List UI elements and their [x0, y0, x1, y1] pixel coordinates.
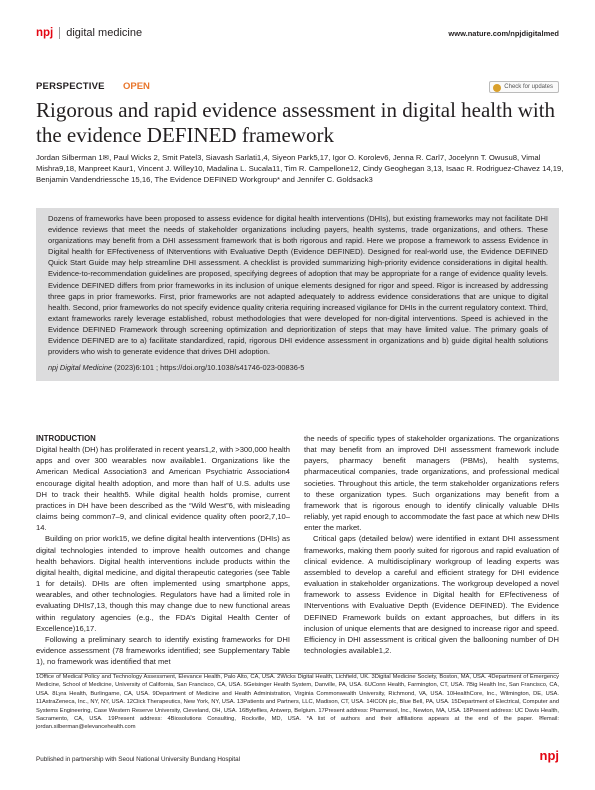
header-divider [59, 27, 60, 39]
citation-doi[interactable]: (2023)6:101 ; https://doi.org/10.1038/s41746-023-00836-5 [112, 363, 305, 372]
paragraph: Digital health (DH) has proliferated in recent years1,2, with >300,000 health apps and over 300 wearables now available1. Organizations like the American Medical Association3 and American Psychiatric Association4 encourage digital health adoption, and more than half of U.S. adults use DH to track their health5. While digital health holds promise, current practices in DH have been described as the “Wild West”6, with misleading claims being common7–9, and clinical evidence quality often poor2,7,10–14. [36, 445, 290, 533]
open-access-badge: OPEN [123, 81, 150, 92]
npj-footer-logo: npj [539, 748, 559, 763]
journal-header [36, 27, 142, 39]
right-column [304, 433, 559, 656]
check-updates-button[interactable] [489, 81, 559, 93]
affiliations-footnote: 1Office of Medical Policy and Technology Assessment, Elevance Health, Palo Alto, CA, USA. 2Wicks Digital Health, Lichfield, UK. 3Digital Medicine Society, Boston, MA, USA. 4Department of Emergency Medicine, School of Medicine, University of California, San Francisco, CA, USA. 5Geisinger Health System, Danville, PA, USA. 6UConn Health, Farmington, CT, USA. 7Big Health Inc, San Francisco, CA, USA. 8Lyra Health, Burlingame, CA, USA. 9Department of Medicine and Health Administration, Virginia Commonwealth University, Richmond, VA, USA. 10HealthCore, Inc., Wilmington, DE, USA. 11AstraZeneca, Inc., NY, NY, USA. 12Click Therapeutics, New York, NY, USA. 13Patients and Partners, LLC, Madison, CT, USA. 14ICON plc, Blue Bell, PA, USA. 15Department of Electrical, Computer and Systems Engineering, Case Western Reserve University, Cleveland, OH, USA. 16Byteflies, Antwerp, Belgium. 17Present address: Pharmesol, Inc., Newton, MA, USA. 18Present address: UC Davis Health, Sacramento, CA, USA. 19Present address: 4Biosolutions Consulting, Rockville, MD, USA. *A list of authors and their affiliations appears at the end of the paper. ✉email: jordan.silberman@elevancehealth.com [36, 674, 559, 731]
publisher-note: Published in partnership with Seoul National University Bundang Hospital [36, 756, 241, 763]
section-heading-introduction: INTRODUCTION [36, 434, 96, 443]
article-type: PERSPECTIVE [36, 81, 105, 92]
paragraph: Building on prior work15, we define digital health interventions (DHIs) as digital technologies intended to improve health outcomes and change health behaviors. Digital health interventions include products within the digital health, digital medicine, and digital therapeutic categories (see Table 1 for details). DHIs are often implemented using smartphone apps, wearables, and other technologies. Regulators have had a limited role in evaluating DHIs7,13, though this may change due to new functional areas within regulatory agencies (e.g., the FDA’s Digital Health Center of Excellence)16,17. [36, 534, 290, 633]
citation-line [48, 363, 304, 372]
npj-logo: npj [36, 27, 54, 39]
citation-journal: npj Digital Medicine [48, 363, 113, 372]
check-updates-icon [493, 84, 501, 92]
paragraph: Critical gaps (detailed below) were identified in extant DHI assessment frameworks, making them poorly suited for rigorous and rapid evaluation of clinical evidence. A multidisciplinary workgroup of leading experts was assembled to develop a careful and efficient strategy for DHI evidence evaluation in stakeholder organizations. The workgroup developed a novel framework to assess Evidence in Digital health for EFfectiveness of INterventions with Evaluative Depth (Evidence DEFINED). The Evidence DEFINED Framework builds on extant approaches, but differs in its inclusion of unique elements that are designed to increase rigor and speed. Efficiency in DHI assessment is critical given the ballooning number of DH technologies available1,2. [304, 534, 559, 655]
abstract-text: Dozens of frameworks have been proposed to assess evidence for digital health interventions (DHIs), but existing frameworks may not facilitate DHI evidence reviews that meet the needs of stakeholder organizations including payers, health systems, trade organizations, and others. These organizations may benefit from a DHI assessment framework that is both rigorous and rapid. Here we propose a framework to assess Evidence in Digital health for EFfectiveness of INterventions with Evaluative Depth (Evidence DEFINED). Designed for real-world use, the Evidence DEFINED Quick Start Guide may help streamline DHI assessment. A checklist is provided summarizing high-priority evidence considerations in digital health. Evidence-to-recommendation guidelines are proposed, specifying degrees of adoption that may be appropriate for a range of evidence quality levels. Evidence DEFINED differs from prior frameworks in its inclusion of unique elements designed for rigor and speed. Rigor is increased by addressing three gaps in prior frameworks. First, prior frameworks are not adapted adequately to address evidence considerations that are unique to digital health. Second, prior frameworks do not specify evidence quality criteria requiring increased vigilance for DHIs in the current regulatory context. Third, extant frameworks rarely leverage established, robust methodologies that were developed for non-digital interventions. Speed is achieved in the Evidence DEFINED Framework through screening optimization and deprioritization of steps that may have limited value. The primary goals of Evidence DEFINED are to a) facilitate standardized, rapid, rigorous DHI evidence assessment in organizations and b) guide digital health solutions providers who wish to generate evidence that drives DHI adoption. [48, 214, 548, 357]
paragraph: Following a preliminary search to identify existing frameworks for DHI evidence assessment (78 frameworks identified; see Supplementary Table 1), no framework was identified that met [36, 634, 290, 667]
journal-url[interactable]: www.nature.com/npjdigitalmed [448, 29, 559, 38]
check-updates-label: Check for updates [504, 84, 553, 90]
paragraph: the needs of specific types of stakeholder organizations. The organizations that may benefit from an improved DHI assessment framework include payers, pharmacy benefit managers (PBMs), health systems, pharmaceutical companies, trade organizations, and professional medical societies. Throughout this article, the term stakeholder organizations refers to these organization types. Such organizations may benefit from a framework that is rigorous enough to identify clinically valuable DHIs reliably, yet rapid enough to accommodate the fast pace at which new DHIs enter the market. [304, 434, 559, 533]
journal-name: digital medicine [66, 27, 143, 39]
author-list: Jordan Silberman 1✉, Paul Wicks 2, Smit Patel3, Siavash Sarlati1,4, Siyeon Park5,17, Igor O. Korolev6, Jenna R. Carl7, Jocelynn T. Owusu8, Vimal Mishra9,18, Manpreet Kaur1, Vincent J. Willey10, Madalina L. Sucala11, Tim R. Campellone12, Cindy Geoghegan 3,13, Isaac R. Rodriguez-Chavez 14,19, Benjamin Vandendriessche 15,16, The Evidence DEFINED Workgroup* and Jennifer C. Goldsack3 [36, 153, 564, 185]
article-title: Rigorous and rapid evidence assessment in digital health with the evidence DEFINED framework [36, 98, 556, 147]
left-column [36, 433, 290, 667]
